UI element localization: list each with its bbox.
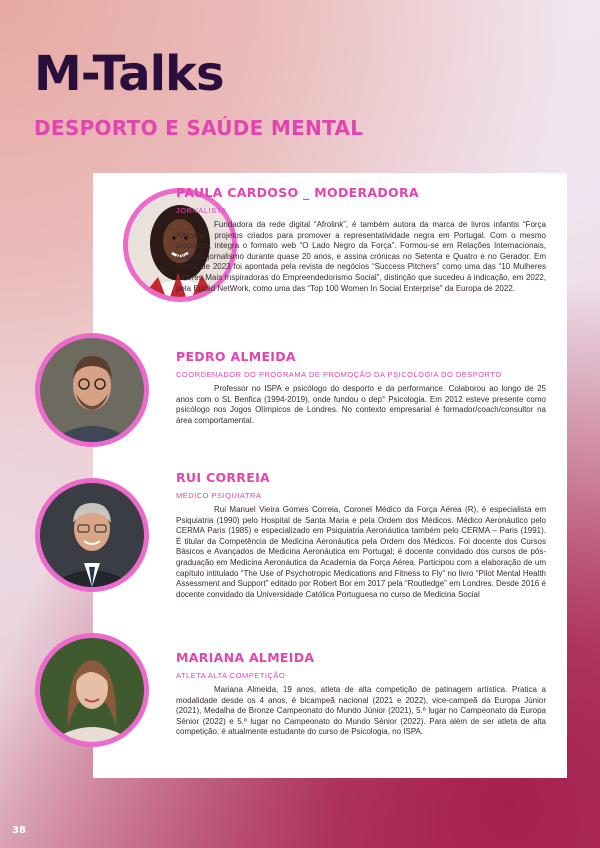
speaker-name: PAULA CARDOSO _ MODERADORA [176, 185, 419, 200]
speaker-bio-text: Mariana Almeida, 19 anos, atleta de alta competição de patinagem artística. Pratica a modalidade desde os 4 anos, é bicampeã nacional (2021 e 2022), vice-campeã da Europa Júnior (2021), Medalha de Bronze Campeonato do Mundo Júnior (2021), 5.º lugar no Campeonato da Europa Sénior (2022) e 5.º lugar no Campeonato do Mundo Sénior (2022). Para além de ser atleta de alta competição, é atualmente estudante do curso de Psicologia, no ISPA. [176, 685, 546, 737]
speaker-bio-rui-correia [176, 470, 546, 600]
portrait-pedro-almeida-icon [40, 338, 144, 442]
speaker-name: MARIANA ALMEIDA [176, 650, 315, 665]
speaker-name: PEDRO ALMEIDA [176, 349, 296, 364]
portrait-mariana-almeida-icon [40, 638, 144, 742]
portrait-rui-correia-icon [40, 483, 144, 587]
speaker-photo-mariana-almeida [35, 633, 149, 747]
speaker-name: RUI CORREIA [176, 470, 270, 485]
speaker-role: ATLETA ALTA COMPETIÇÃO [176, 671, 286, 680]
speaker-bio-pedro-almeida [176, 349, 546, 426]
speaker-bio-text: Professor no ISPA e psicólogo do desporto e da performance. Colaborou ao longo de 25 anos com o SL Benfica (1994-2019), onde fundou o dep° Psicologia. Em 2012 esteve presente como psicólogo nos Jogos Olímpicos de Londres. No contexto empresarial é formador/coach/consultor na área comportamental. [176, 384, 546, 425]
speaker-bio-paula-cardoso [176, 185, 546, 294]
speaker-photo-rui-correia [35, 478, 149, 592]
speaker-bio-text: Fundadora da rede digital “Afrolink”, é também autora da marca de livros infantis “Força Africana”, projetos criados para promover a representatividade negra em Portugal. Com o mesmo propósito, integra o formato web “O Lado Negro da Força”. Formou-se em Relações Internacionais, exerceu jornalismo durante quase 20 anos, e assina crónicas no Setenta e Quatro e no Gerador. Em Março de 2023 foi apontada pela revista de negócios “Success Pitchers” como uma das “10 Mulheres Líderes Mais Inspiradoras do Empreendedorismo Social”, distinção que sucedeu à indicação, em 2022, pela Euclid NetWork, como uma das “Top 100 Women In Social Enterprise” da Europa de 2022. [176, 220, 546, 293]
page-number: 38 [12, 825, 26, 836]
page-title: M-Talks [34, 46, 224, 102]
speakers-panel [93, 173, 567, 778]
speaker-role: JORNALISTA [176, 206, 227, 215]
speaker-photo-pedro-almeida [35, 333, 149, 447]
page-subtitle: DESPORTO E SAÚDE MENTAL [34, 116, 364, 140]
speaker-role: MÉDICO PSIQUIATRA [176, 491, 262, 500]
speaker-bio-text: Rui Manuel Vieira Gomes Correia, Coronel Médico da Força Aérea (R), é especialista em Psiquiatria (1990) pelo Hospital de Santa Maria e pela Ordem dos Médicos. Médico Aeronáutico pelo CERMA Paris (1985) e especializado em Psiquiatria Aeronáutica também pelo CERMA – Paris (1991). É titular da Competência de Medicina Aeronáutica pela Ordem dos Médicos. Foi docente dos Cursos Básicos e Avançados de Medicina Aeronáutica em Portugal; é docente convidado dos cursos de pós-graduação em Medicina Aeronáutica da Academia da Força Aérea. Participou com a elaboração de um capítulo intitulado “The Use of Psychotropic Medications and Fitness to Fly” no livro “Pilot Mental Health Assessment and Support” editado por Robert Bor em 2017 pela “Routledge” em Londres. Desde 2016 é docente convidado da Universidade Católica Portuguesa no curso de Medicina Social [176, 505, 546, 599]
speaker-role: COORDENADOR DO PROGRAMA DE PROMOÇÃO DA PSICOLOGIA DO DESPORTO [176, 370, 502, 379]
speaker-bio-mariana-almeida [176, 650, 546, 738]
